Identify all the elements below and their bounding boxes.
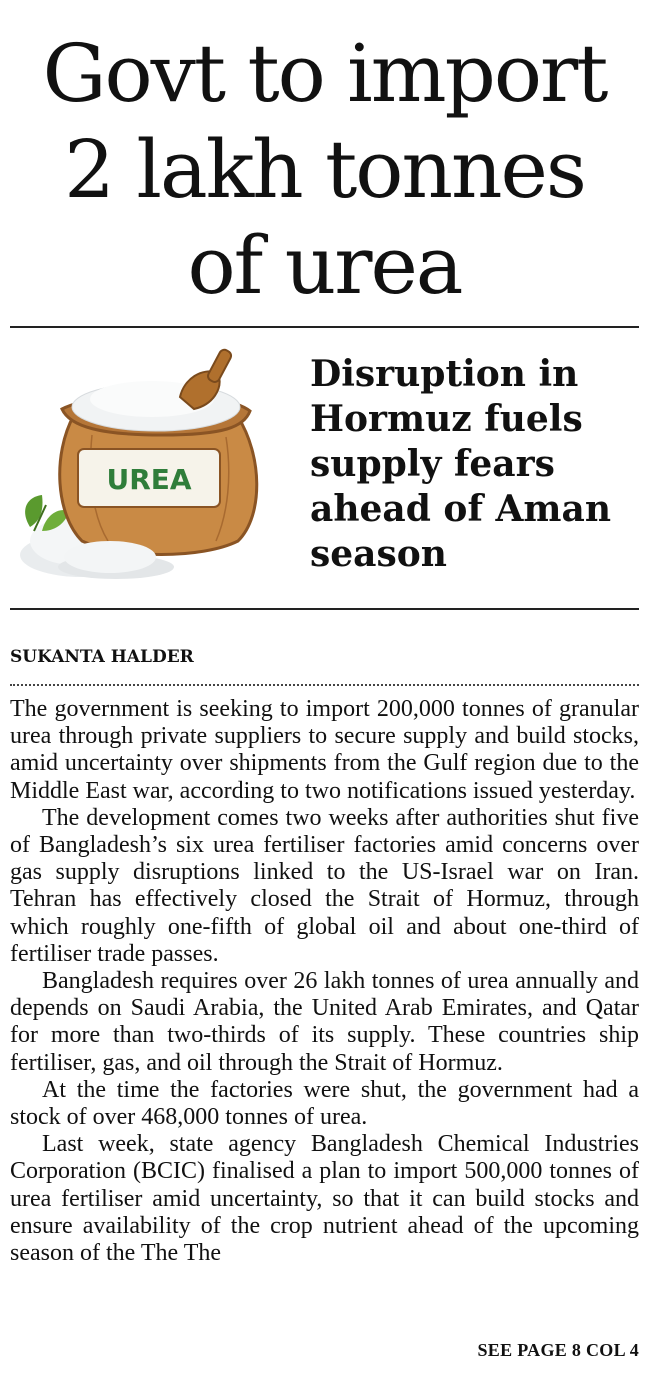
paragraph: Bangladesh requires over 26 lakh tonnes of urea annually and depends on Saudi Arabia, the United Arab Emirates, and Qatar for more than two-thirds of its supply. These countries ship fertiliser, gas, and oil through the Strait of Hormuz. <box>10 968 639 1076</box>
top-rule <box>10 326 639 328</box>
bottom-rule <box>10 608 639 610</box>
byline: SUKANTA HALDER <box>10 647 194 667</box>
sack-label-text: UREA <box>106 463 192 496</box>
paragraph: The development comes two weeks after authorities shut five of Bangladesh’s six urea fertiliser factories amid concerns over gas supply disruptions linked to the US-Israel war on Iran. Tehran has effectively closed the Strait of Hormuz, through which roughly one-fifth of global oil and about one-third of fertiliser trade passes. <box>10 804 639 967</box>
headline-line-1: Govt to import <box>42 27 607 120</box>
headline <box>10 26 639 314</box>
paragraph: The government is seeking to import 200,000 tonnes of granular urea through private suppliers to secure supply and build stocks, amid uncertainty over shipments from the Gulf region due to the Middle East war, according to two notifications issued yesterday. <box>10 696 639 804</box>
headline-line-3: of urea <box>187 219 462 312</box>
granule-pile-front <box>64 541 156 573</box>
subheadline: Disruption in Hormuz fuels supply fears ahead of Aman season <box>310 353 611 575</box>
paragraph: At the time the factories were shut, the government had a stock of over 468,000 tonnes of urea. <box>10 1076 639 1131</box>
leaf-icon <box>25 495 42 527</box>
continued-on-page-link[interactable]: SEE PAGE 8 COL 4 <box>477 1340 639 1360</box>
scoop-handle <box>206 348 233 384</box>
urea-sack-illustration <box>12 345 274 585</box>
paragraph: Last week, state agency Bangladesh Chemical Industries Corporation (BCIC) finalised a plan to import 500,000 tonnes of urea fertiliser amid uncertainty, so that it can build stocks and ensure availability of the crop nutrient ahead of the upcoming season of the The The <box>10 1131 639 1267</box>
byline-dotted-divider <box>10 684 639 686</box>
headline-line-2: 2 lakh tonnes <box>64 123 585 216</box>
article-body <box>10 696 639 1267</box>
